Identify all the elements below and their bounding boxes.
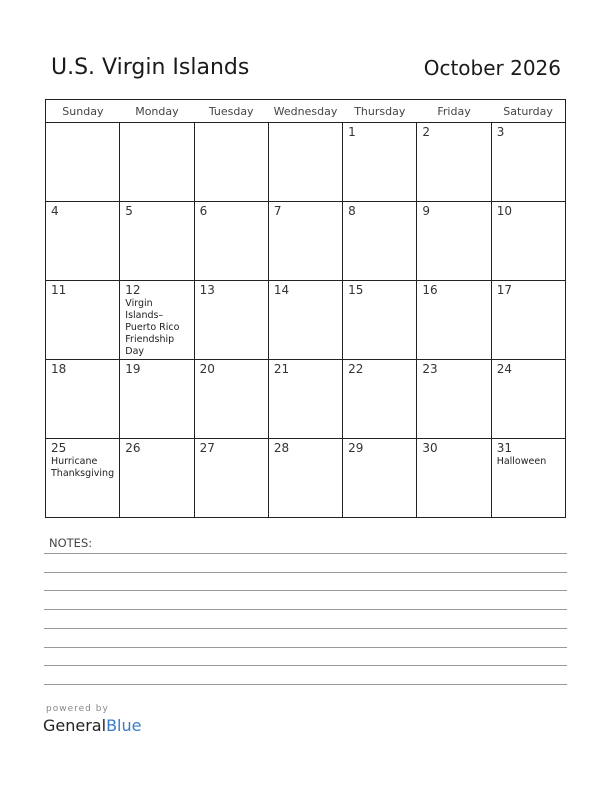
day-cell [46, 439, 120, 518]
day-cell [491, 123, 565, 202]
day-cell [120, 123, 194, 202]
holiday-label: Hurricane Thanksgiving [51, 456, 115, 479]
day-cell [417, 281, 491, 360]
calendar-grid [45, 99, 566, 518]
weekday-sunday: Sunday [46, 100, 120, 123]
day-cell [268, 439, 342, 518]
day-cell [417, 202, 491, 281]
notes-label: NOTES: [49, 536, 93, 550]
logo-general-text: General [43, 716, 107, 735]
day-number: 25 [51, 441, 67, 455]
day-number: 15 [348, 283, 364, 297]
country-title: U.S. Virgin Islands [51, 55, 250, 80]
day-cell [194, 439, 268, 518]
day-cell [343, 281, 417, 360]
day-cell [343, 202, 417, 281]
day-number: 21 [273, 362, 290, 376]
day-cell [268, 360, 342, 439]
week-row [46, 439, 566, 518]
day-cell [491, 360, 565, 439]
day-cell [268, 202, 342, 281]
day-number: 11 [51, 283, 67, 297]
weekday-saturday: Saturday [491, 100, 565, 123]
day-number: 3 [496, 125, 505, 139]
day-cell [343, 360, 417, 439]
day-number: 24 [496, 362, 512, 376]
weekday-thursday: Thursday [343, 100, 417, 123]
day-cell [268, 123, 342, 202]
day-cell [120, 360, 194, 439]
note-line [44, 647, 567, 648]
month-year-title: October 2026 [423, 56, 561, 80]
weekday-wednesday: Wednesday [268, 100, 342, 123]
note-line [44, 590, 567, 591]
day-number: 2 [422, 125, 431, 139]
note-line [44, 684, 567, 685]
day-number: 23 [422, 362, 438, 376]
weekday-tuesday: Tuesday [194, 100, 268, 123]
day-number: 12 [125, 283, 141, 297]
day-cell [120, 281, 194, 360]
day-cell [343, 123, 417, 202]
day-number: 29 [348, 441, 364, 455]
week-row [46, 281, 566, 360]
day-number: 31 [496, 441, 512, 455]
day-cell [417, 439, 491, 518]
day-number: 14 [273, 283, 290, 297]
day-cell [46, 360, 120, 439]
powered-by-text: powered by [46, 704, 109, 714]
day-cell [194, 123, 268, 202]
day-number: 1 [348, 125, 356, 139]
holiday-label: Virgin Islands–Puerto Rico Friendship Day [125, 298, 180, 357]
note-line [44, 665, 567, 666]
day-cell [417, 360, 491, 439]
weekday-header-row [46, 100, 566, 123]
day-cell [120, 439, 194, 518]
logo-blue-text: Blue [106, 716, 142, 735]
day-cell [343, 439, 417, 518]
day-cell [417, 123, 491, 202]
note-line [44, 553, 567, 554]
day-number: 9 [422, 204, 431, 218]
day-cell [491, 439, 565, 518]
day-number: 10 [496, 204, 512, 218]
weekday-friday: Friday [417, 100, 491, 123]
day-number: 4 [51, 204, 59, 218]
day-cell [194, 202, 268, 281]
day-number: 16 [422, 283, 438, 297]
day-cell [268, 281, 342, 360]
day-cell [46, 202, 120, 281]
week-row [46, 123, 566, 202]
day-cell [46, 123, 120, 202]
day-number: 30 [422, 441, 438, 455]
weekday-monday: Monday [120, 100, 194, 123]
day-number: 6 [199, 204, 208, 218]
day-cell [46, 281, 120, 360]
week-row [46, 202, 566, 281]
day-number: 26 [125, 441, 141, 455]
day-number: 18 [51, 362, 67, 376]
day-cell [491, 281, 565, 360]
day-cell [491, 202, 565, 281]
day-number: 8 [348, 204, 356, 218]
week-row [46, 360, 566, 439]
day-cell [194, 281, 268, 360]
day-number: 13 [199, 283, 215, 297]
day-number: 22 [348, 362, 364, 376]
note-line [44, 628, 567, 629]
generalblue-logo [43, 716, 141, 735]
note-line [44, 609, 567, 610]
note-line [44, 572, 567, 573]
day-number: 28 [273, 441, 290, 455]
day-number: 19 [125, 362, 141, 376]
day-number: 20 [199, 362, 215, 376]
day-cell [120, 202, 194, 281]
day-number: 5 [125, 204, 133, 218]
holiday-label: Halloween [496, 456, 547, 467]
day-number: 27 [199, 441, 215, 455]
day-cell [194, 360, 268, 439]
day-number: 7 [273, 204, 282, 218]
day-number: 17 [496, 283, 512, 297]
